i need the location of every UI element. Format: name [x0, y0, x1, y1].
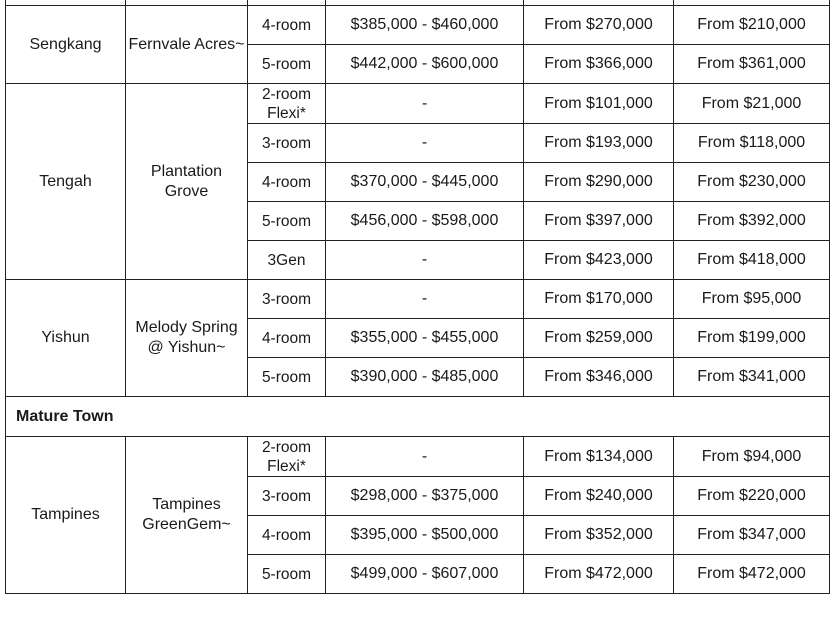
flat-type: 4-room: [248, 163, 326, 202]
town-name: Tengah: [6, 84, 126, 280]
price-range: -: [326, 84, 524, 124]
project-name: Tampines GreenGem~: [126, 437, 248, 594]
table-row: [6, 280, 830, 319]
flat-type: 5-room: [248, 555, 326, 594]
grant-price-b: From $341,000: [674, 358, 830, 397]
grant-price-b: From $21,000: [674, 84, 830, 124]
grant-price-a: From $170,000: [524, 280, 674, 319]
grant-price-a: From $240,000: [524, 477, 674, 516]
project-name: Melody Spring @ Yishun~: [126, 280, 248, 397]
grant-price-b: From $95,000: [674, 280, 830, 319]
grant-price-a: From $423,000: [524, 241, 674, 280]
table-row: [6, 84, 830, 124]
town-name: Sengkang: [6, 6, 126, 84]
price-range: $456,000 - $598,000: [326, 202, 524, 241]
grant-price-a: From $193,000: [524, 124, 674, 163]
grant-price-a: From $101,000: [524, 84, 674, 124]
price-range: $298,000 - $375,000: [326, 477, 524, 516]
grant-price-a: From $259,000: [524, 319, 674, 358]
grant-price-a: From $366,000: [524, 45, 674, 84]
grant-price-a: From $346,000: [524, 358, 674, 397]
flat-type: 4-room: [248, 319, 326, 358]
price-range: $370,000 - $445,000: [326, 163, 524, 202]
flat-type: 3-room: [248, 280, 326, 319]
price-range: $395,000 - $500,000: [326, 516, 524, 555]
flat-type: 3Gen: [248, 241, 326, 280]
table-row: [6, 437, 830, 477]
flat-type: 2-room Flexi*: [248, 84, 326, 124]
flat-type: 4-room: [248, 6, 326, 45]
flat-type: 4-room: [248, 516, 326, 555]
flat-type: 3-room: [248, 477, 326, 516]
project-name: Fernvale Acres~: [126, 6, 248, 84]
flat-type: 5-room: [248, 358, 326, 397]
grant-price-b: From $210,000: [674, 6, 830, 45]
town-name: Tampines: [6, 437, 126, 594]
price-range: $390,000 - $485,000: [326, 358, 524, 397]
price-range: $355,000 - $455,000: [326, 319, 524, 358]
grant-price-b: From $199,000: [674, 319, 830, 358]
grant-price-b: From $94,000: [674, 437, 830, 477]
table-row: [6, 6, 830, 45]
grant-price-b: From $118,000: [674, 124, 830, 163]
price-range: -: [326, 280, 524, 319]
flat-type: 2-room Flexi*: [248, 437, 326, 477]
section-row: [6, 397, 830, 437]
project-name: Plantation Grove: [126, 84, 248, 280]
grant-price-b: From $347,000: [674, 516, 830, 555]
price-range: $499,000 - $607,000: [326, 555, 524, 594]
price-range: $442,000 - $600,000: [326, 45, 524, 84]
price-range: -: [326, 124, 524, 163]
grant-price-a: From $134,000: [524, 437, 674, 477]
section-heading-mature-town: Mature Town: [6, 397, 830, 437]
grant-price-b: From $230,000: [674, 163, 830, 202]
bto-price-table: [5, 0, 830, 594]
price-range: $385,000 - $460,000: [326, 6, 524, 45]
grant-price-a: From $290,000: [524, 163, 674, 202]
grant-price-b: From $472,000: [674, 555, 830, 594]
grant-price-a: From $270,000: [524, 6, 674, 45]
flat-type: 5-room: [248, 45, 326, 84]
grant-price-b: From $361,000: [674, 45, 830, 84]
town-name: Yishun: [6, 280, 126, 397]
grant-price-a: From $397,000: [524, 202, 674, 241]
grant-price-b: From $220,000: [674, 477, 830, 516]
grant-price-a: From $472,000: [524, 555, 674, 594]
grant-price-b: From $418,000: [674, 241, 830, 280]
flat-type: 3-room: [248, 124, 326, 163]
flat-type: 5-room: [248, 202, 326, 241]
price-range: -: [326, 437, 524, 477]
grant-price-a: From $352,000: [524, 516, 674, 555]
price-range: -: [326, 241, 524, 280]
grant-price-b: From $392,000: [674, 202, 830, 241]
